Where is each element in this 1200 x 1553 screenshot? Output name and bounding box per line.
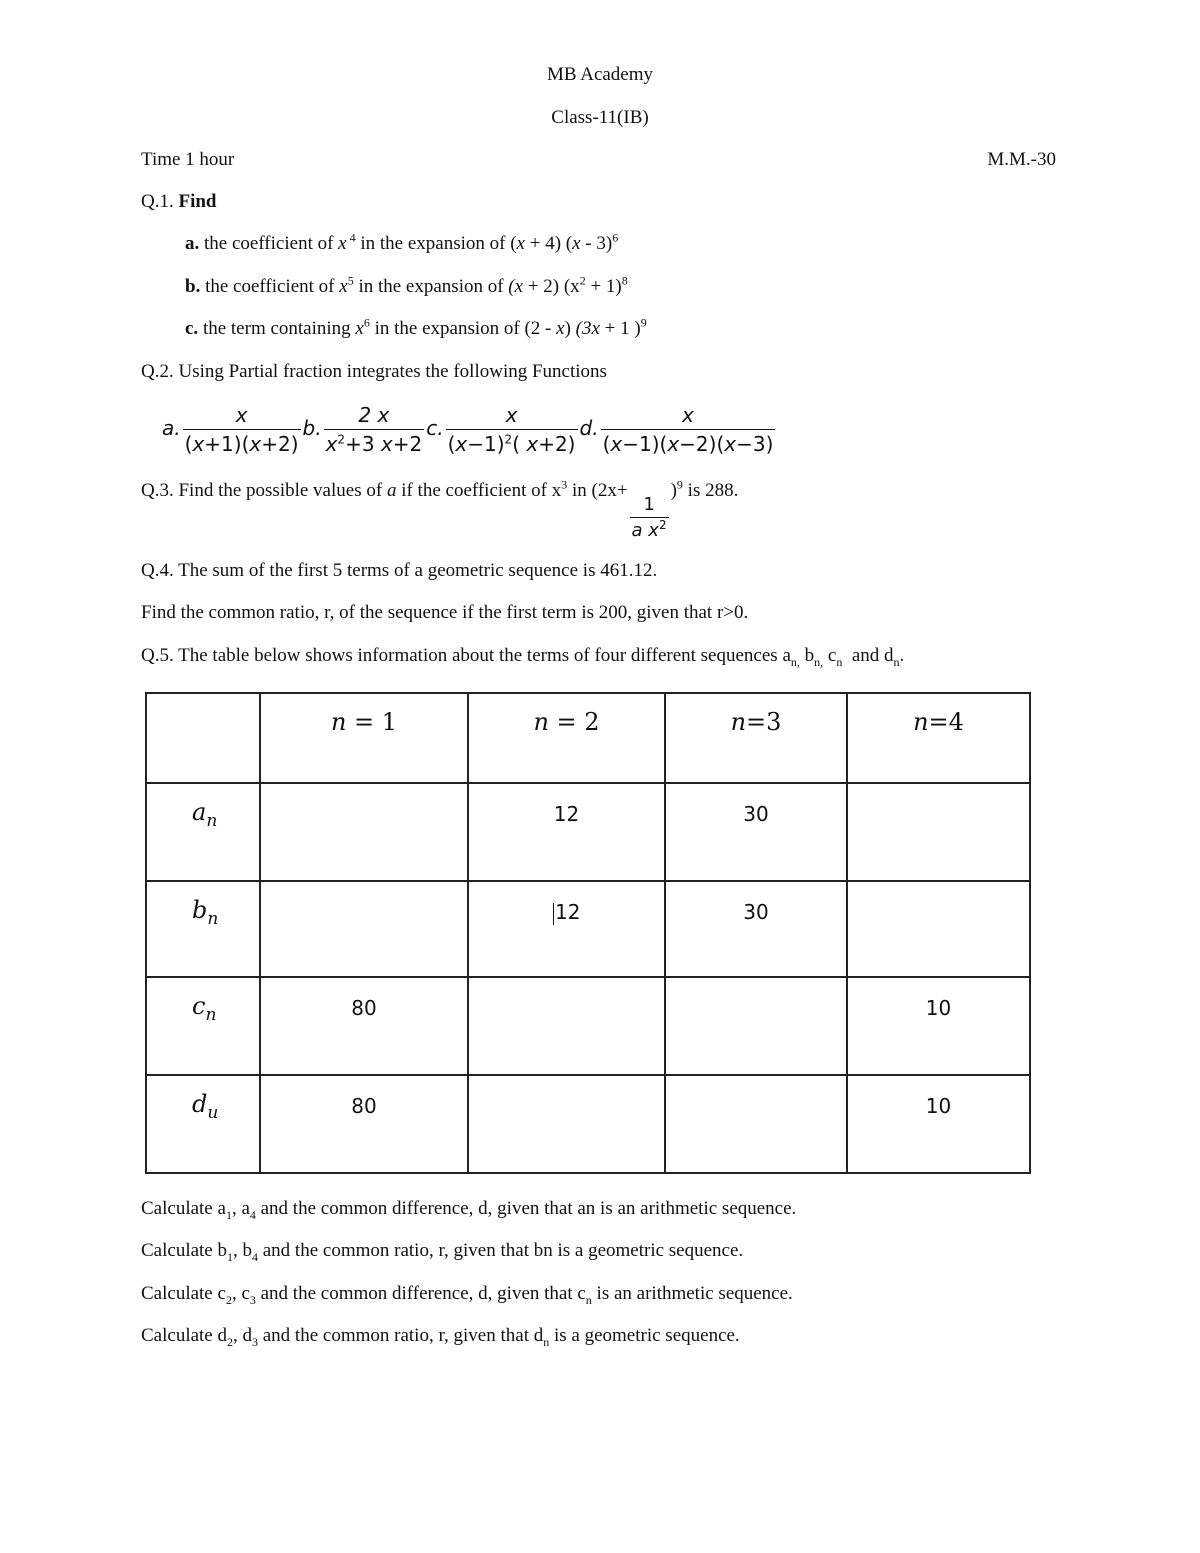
calc-a: Calculate $a_1$, $a_4$ and the common difference, d, given that an is an arithmetic sequence. (141, 1198, 797, 1222)
cell-d1: 80 (260, 1075, 468, 1173)
cell-b1 (260, 881, 468, 977)
q2-label-b: b. (302, 416, 322, 440)
cell-d3 (665, 1075, 847, 1173)
cell-a2: 12 (468, 783, 665, 881)
sequence-table (145, 692, 1031, 1174)
q3-text: Q.3. Find the possible values of a if the coefficient of $x^3$ in (2x+ $\frac{1}{a x^2}$ )$^9$ is 288. (141, 477, 739, 541)
cell-b3: 30 (665, 881, 847, 977)
row-label-a: $a_n$ (146, 783, 260, 881)
q1-a-letter: a. (185, 233, 200, 254)
q2-text: Q.2. Using Partial fraction integrates the following Functions (141, 361, 607, 382)
header-n3: n=3 (665, 693, 847, 783)
header-n2: n = 2 (468, 693, 665, 783)
header-n1: n = 1 (260, 693, 468, 783)
cell-a3: 30 (665, 783, 847, 881)
q1-part-c: c. the term containing $x^6$ in the expansion of (2 - x) (3x + 1 )$^9$ (185, 315, 647, 339)
q1-heading (141, 191, 217, 213)
text-cursor (553, 903, 555, 925)
class-label: Class-11(IB) (551, 107, 649, 128)
row-label-d: $d_u$ (146, 1075, 260, 1173)
table-row (146, 783, 1030, 881)
q1-title: Find (178, 191, 217, 212)
q2-fraction-a: $\frac{x}{(x+1)(x+2)}$ (184, 403, 299, 456)
q1-part-b: b. the coefficient of $x^5$ in the expansion of (x + 2) $(x^2 + 1)^8$ (185, 273, 628, 297)
time-label: Time 1 hour (141, 149, 235, 170)
max-marks: M.M.-30 (987, 149, 1056, 170)
table-corner-cell (146, 693, 260, 783)
cell-c2 (468, 977, 665, 1075)
cell-b2: 12 (468, 881, 665, 977)
cell-c3 (665, 977, 847, 1075)
school-name: MB Academy (546, 64, 654, 85)
header-n4: n=4 (847, 693, 1030, 783)
q2-label-c: c. (426, 416, 444, 440)
q2-fraction-c: $\frac{x}{(x-1)^2( x+2)}$ (447, 403, 576, 456)
cell-a4 (847, 783, 1030, 881)
table-header-row (146, 693, 1030, 783)
table-row (146, 1075, 1030, 1173)
table-row (146, 977, 1030, 1075)
calc-c: Calculate $c_2$, $c_3$ and the common difference, d, given that $c_n$ is an arithmetic sequence. (141, 1283, 793, 1307)
row-label-c: $c_n$ (146, 977, 260, 1075)
cell-c1: 80 (260, 977, 468, 1075)
cell-b4 (847, 881, 1030, 977)
cell-c4: 10 (847, 977, 1030, 1075)
q1-label: Q.1. (141, 191, 174, 212)
q2-label-a: a. (162, 416, 181, 440)
q2-fraction-d: $\frac{x}{(x-1)(x-2)(x-3)}$ (602, 403, 774, 456)
calc-b: Calculate $b_1$, $b_4$ and the common ratio, r, given that bn is a geometric sequence. (141, 1240, 744, 1264)
calc-d: Calculate $d_2$, $d_3$ and the common ratio, r, given that $d_n$ is a geometric sequence. (141, 1325, 740, 1349)
q1-b-letter: b. (185, 276, 201, 297)
q4-line1: Q.4. The sum of the first 5 terms of a geometric sequence is 461.12. (141, 560, 658, 581)
row-label-b: $b_n$ (146, 881, 260, 977)
q3-suffix: is 288. (687, 480, 739, 501)
cell-d2 (468, 1075, 665, 1173)
q1-c-letter: c. (185, 318, 199, 339)
q1-part-a: a. the coefficient of x $^4$ in the expansion of (x + 4) (x - 3)$^6$ (185, 230, 619, 254)
q4-line2: Find the common ratio, r, of the sequence if the first term is 200, given that r>0. (141, 602, 749, 623)
q5-intro: Q.5. The table below shows information about the terms of four different sequences $a_{n,}$ $b_{n,}$ $c_n$ and $d_n$. (141, 645, 905, 669)
q2-functions (162, 403, 777, 456)
table-row (146, 881, 1030, 977)
q2-label-d: d. (579, 416, 599, 440)
cell-a1 (260, 783, 468, 881)
cell-d4: 10 (847, 1075, 1030, 1173)
q2-fraction-b: $\frac{2 x}{x^2+3 x+2}$ (325, 403, 423, 456)
